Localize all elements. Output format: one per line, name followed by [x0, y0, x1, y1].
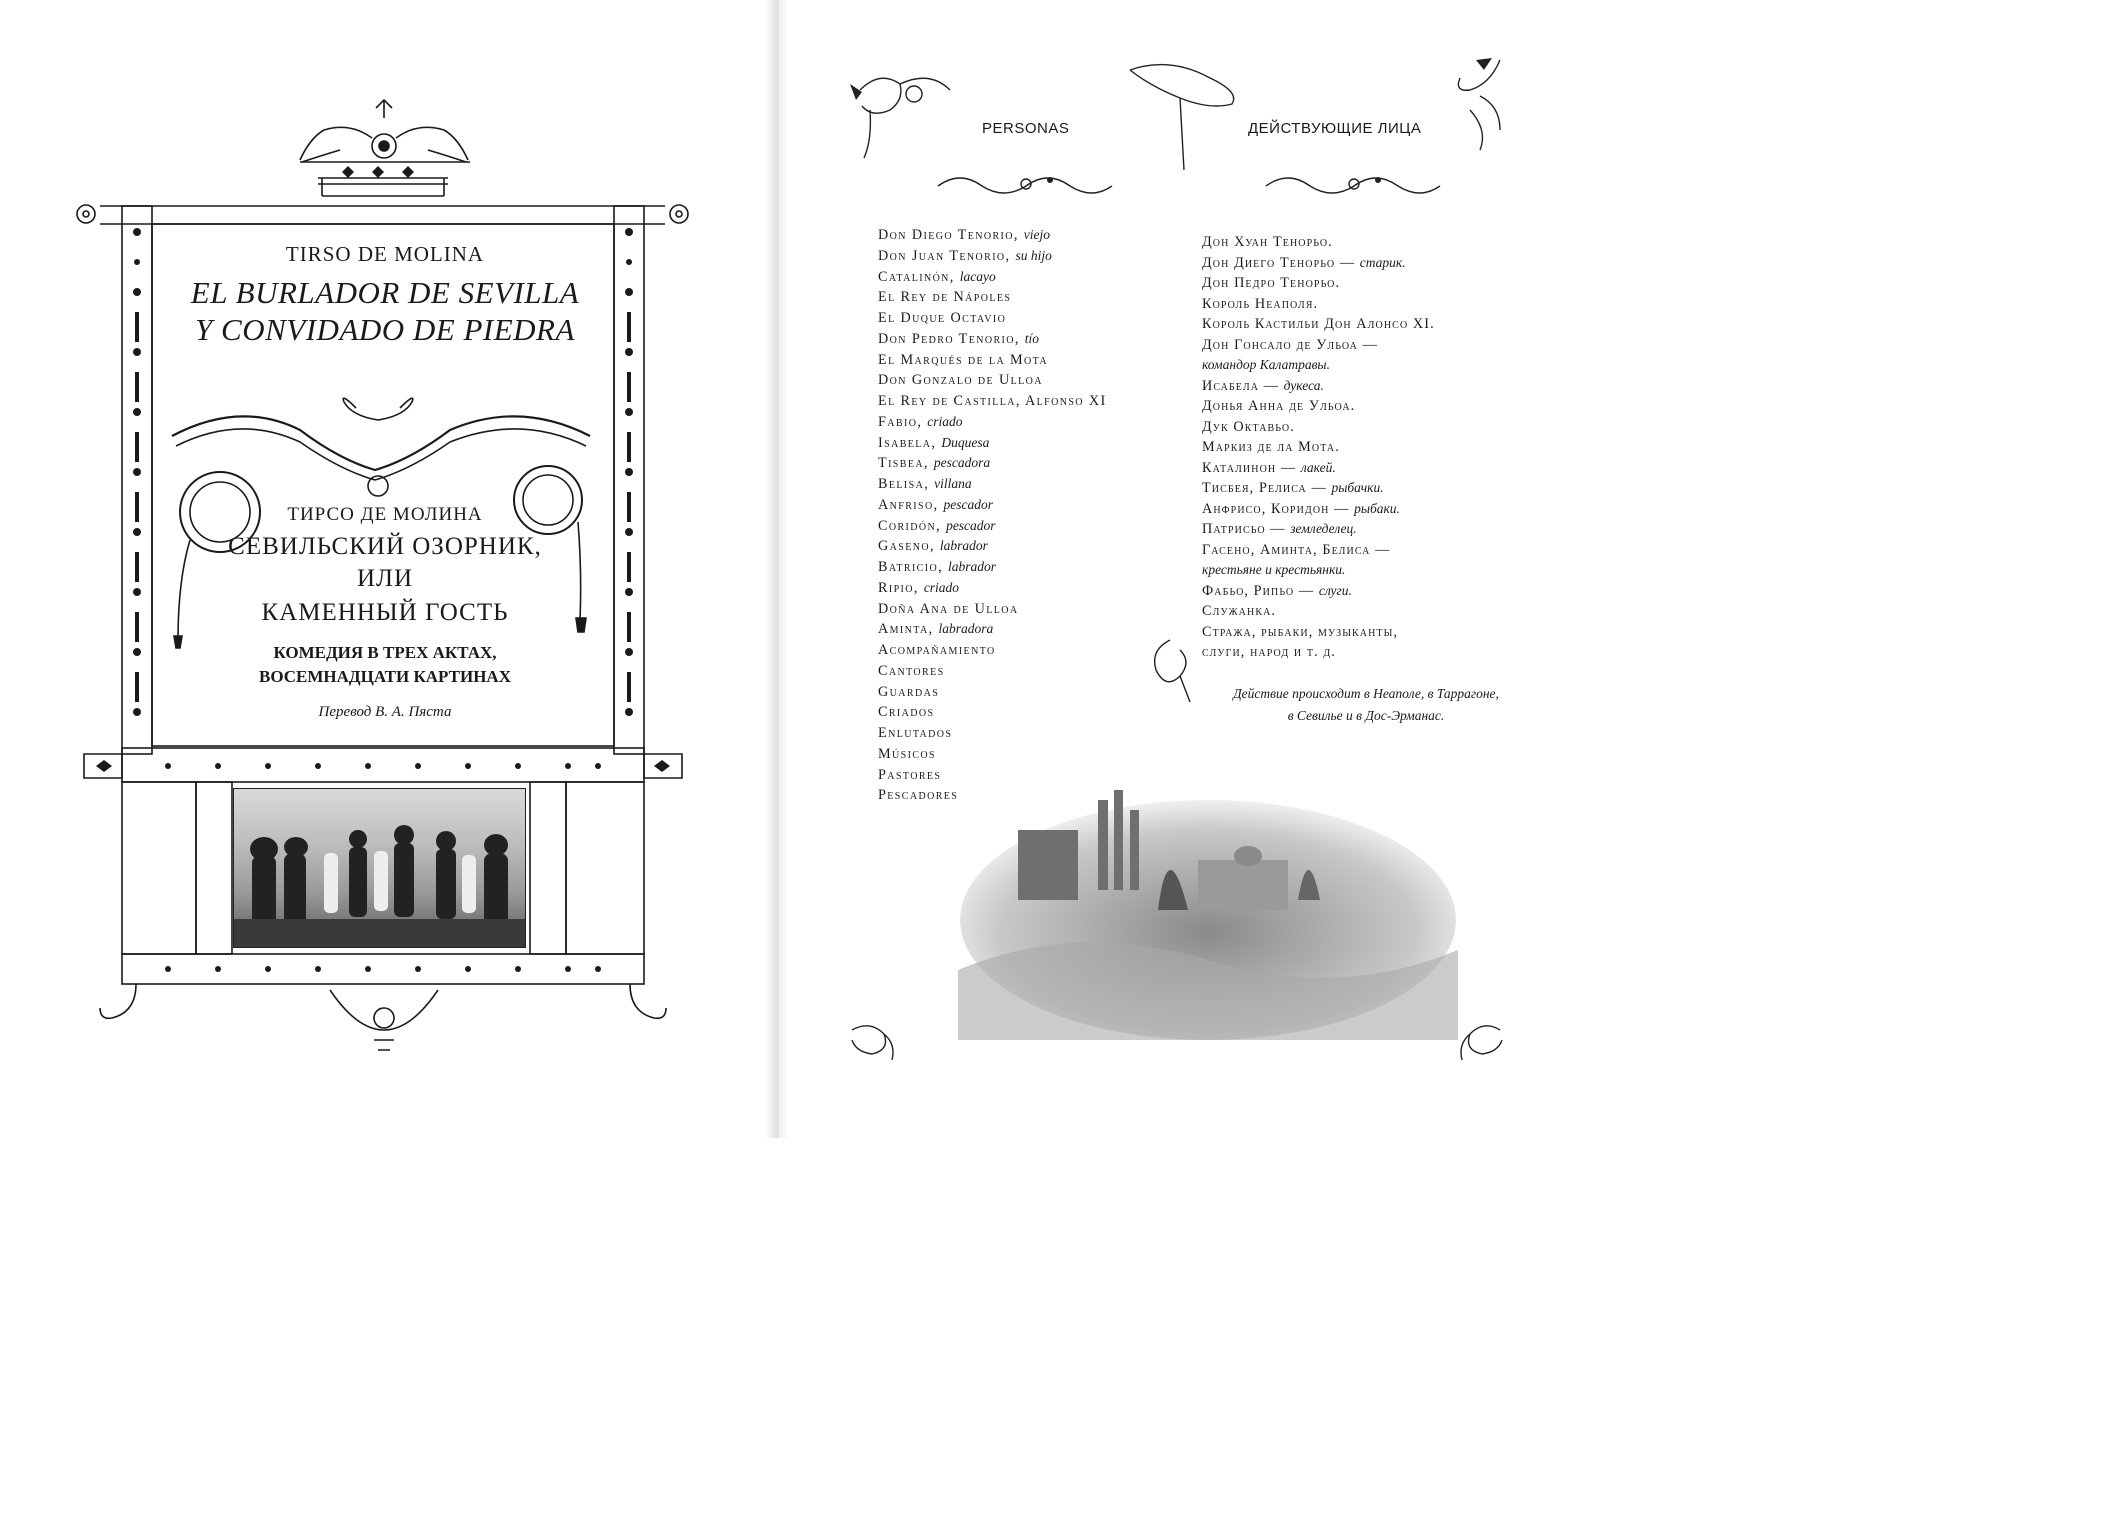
persona-item [878, 287, 1107, 308]
persona-name: Don Gonzalo de Ulloa [878, 372, 1043, 389]
character-name: Донья Анна де Ульоа. [1202, 398, 1356, 414]
character-item [1202, 499, 1435, 520]
character-name: Дук Октавьо. [1202, 418, 1295, 435]
character-item [1202, 396, 1435, 417]
persona-item [878, 578, 1107, 599]
title-latin-line2: Y CONVIDADO DE PIEDRA [195, 312, 575, 347]
character-item [1202, 294, 1435, 315]
character-name: Тисбея, Релиса — [1202, 480, 1327, 496]
character-item [1202, 314, 1435, 335]
character-name: Дон Гонсало де Ульоа — [1202, 336, 1378, 353]
character-role: лакей. [1300, 459, 1336, 475]
character-name: Исабела — [1202, 377, 1279, 394]
character-item [1202, 437, 1435, 458]
genre-line2: ВОСЕМНАДЦАТИ КАРТИНАХ [259, 667, 511, 686]
persona-item [878, 474, 1107, 495]
character-item [1202, 601, 1435, 622]
persona-role: su hijo [1015, 247, 1052, 263]
character-role: дукеса. [1283, 377, 1324, 393]
persona-item [878, 536, 1107, 557]
persona-item [878, 495, 1107, 516]
persona-item [878, 267, 1107, 288]
persona-name: Enlutados [878, 725, 953, 741]
landscape-engraving [958, 770, 1458, 1040]
character-role: слуги. [1318, 582, 1352, 598]
persona-item [878, 599, 1107, 620]
character-item [1202, 335, 1435, 356]
personas-list [878, 225, 1107, 806]
title-russian-line2: ИЛИ [356, 565, 414, 592]
characters-list [1202, 232, 1435, 663]
persona-name: Tisbea, [878, 455, 929, 472]
persona-role: tío [1024, 330, 1040, 346]
persona-name: Don Juan Tenorio, [878, 247, 1011, 264]
genre-line1: КОМЕДИЯ В ТРЕХ АКТАХ, [273, 643, 497, 662]
setting-note-line2: в Севилье и в Дос-Эрманас. [1287, 708, 1445, 723]
title-russian-line1: СЕВИЛЬСКИЙ ОЗОРНИК, [228, 533, 542, 560]
character-name: Анфрисо, Коридон — [1202, 500, 1350, 517]
persona-item [878, 453, 1107, 474]
title-russian-line3: КАМЕННЫЙ ГОСТЬ [261, 599, 509, 626]
persona-role: labradora [938, 621, 994, 637]
translator-credit: Перевод В. А. Пяста [318, 704, 452, 720]
persona-item [878, 640, 1107, 661]
persona-role: villana [934, 476, 972, 491]
character-item [1202, 253, 1435, 274]
author-russian: ТИРСО ДЕ МОЛИНА [287, 504, 483, 525]
persona-item [878, 225, 1107, 246]
character-name: Король Неаполя. [1202, 295, 1319, 312]
character-item [1202, 642, 1435, 663]
title-latin-line1: EL BURLADOR DE SEVILLA [190, 275, 580, 310]
character-item [1202, 519, 1435, 540]
persona-name: Isabela, [878, 434, 937, 451]
persona-name: Coridón, [878, 517, 942, 534]
persona-item [878, 661, 1107, 682]
character-name: Гасено, Аминта, Белиса — [1202, 541, 1391, 558]
persona-item [878, 412, 1107, 433]
persona-role: lacayo [959, 268, 996, 284]
persona-item [878, 744, 1107, 765]
persona-name: El Rey de Nápoles [878, 289, 1012, 306]
persona-name: Cantores [878, 662, 945, 679]
character-name: Маркиз де ла Мота. [1202, 439, 1340, 455]
author-latin: TIRSO DE MOLINA [285, 242, 485, 266]
persona-name: Aminta, [878, 621, 934, 638]
persona-item [878, 702, 1107, 723]
persona-item [878, 350, 1107, 371]
persona-name: Músicos [878, 745, 936, 762]
character-name: Стража, рыбаки, музыканты, [1202, 623, 1399, 640]
persona-name: Gaseno, [878, 538, 935, 555]
character-item [1202, 581, 1435, 602]
persona-name: El Duque Octavio [878, 310, 1007, 326]
persona-name: El Rey de Castilla, Alfonso XI [878, 393, 1107, 409]
persona-name: Guardas [878, 683, 940, 700]
persona-item [878, 723, 1107, 744]
character-item [1202, 540, 1435, 561]
persona-name: Pescadores [878, 787, 959, 804]
persona-role: labrador [948, 559, 997, 574]
persona-name: Criados [878, 704, 935, 721]
character-item [1202, 232, 1435, 253]
character-name: Служанка. [1202, 603, 1277, 619]
character-role: командор Калатравы. [1202, 357, 1330, 372]
persona-role: criado [927, 413, 963, 429]
persona-name: El Marqués de la Mota [878, 351, 1049, 368]
persona-role: pescador [943, 496, 994, 512]
character-name: Король Кастильи Дон Алонсо XI. [1202, 316, 1435, 332]
character-role: крестьяне и крестьянки. [1202, 562, 1346, 577]
persona-name: Acompañamiento [878, 642, 996, 658]
persona-role: criado [923, 579, 960, 595]
personas-heading: PERSONAS [982, 120, 1070, 137]
character-name: Каталинон — [1202, 459, 1297, 476]
persona-item [878, 682, 1107, 703]
character-name: Дон Хуан Тенорьо. [1202, 234, 1333, 250]
character-role: рыбачки. [1331, 480, 1384, 495]
persona-item [878, 619, 1107, 640]
persona-item [878, 391, 1107, 412]
character-item [1202, 458, 1435, 479]
persona-item [878, 433, 1107, 454]
character-item [1202, 417, 1435, 438]
character-name: Фабьо, Рипьо — [1202, 582, 1315, 599]
character-role: рыбаки. [1354, 500, 1400, 516]
persona-role: viejo [1023, 227, 1051, 242]
character-name: Дон Педро Тенорьо. [1202, 275, 1341, 291]
persona-role: pescador [946, 517, 996, 533]
persona-name: Pastores [878, 766, 942, 783]
persona-name: Catalinón, [878, 268, 955, 285]
persona-role: labrador [939, 538, 988, 554]
persona-name: Fabio, [878, 413, 923, 430]
character-role: старик. [1359, 254, 1406, 270]
character-item [1202, 273, 1435, 294]
painting-illustration [233, 788, 526, 948]
persona-name: Don Pedro Tenorio, [878, 330, 1020, 347]
character-item [1202, 622, 1435, 643]
persona-item [878, 329, 1107, 350]
left-page [0, 0, 777, 1138]
persona-role: Duquesa [941, 434, 990, 450]
persona-name: Belisa, [878, 476, 930, 492]
persona-name: Ripio, [878, 579, 919, 596]
characters-heading: ДЕЙСТВУЮЩИЕ ЛИЦА [1248, 120, 1422, 137]
persona-item [878, 516, 1107, 537]
character-role: земледелец. [1290, 521, 1357, 536]
setting-note-line1: Действие происходит в Неаполе, в Таррагоне, [1233, 686, 1499, 701]
persona-item [878, 246, 1107, 267]
persona-name: Doña Ana de Ulloa [878, 600, 1019, 617]
character-item [1202, 355, 1435, 376]
character-item [1202, 560, 1435, 581]
character-name: Патрисьо — [1202, 521, 1286, 537]
character-name: слуги, народ и т. д. [1202, 644, 1336, 660]
character-item [1202, 376, 1435, 397]
character-item [1202, 478, 1435, 499]
persona-name: Batricio, [878, 559, 944, 575]
persona-role: pescadora [933, 455, 991, 471]
persona-name: Anfriso, [878, 496, 939, 513]
persona-name: Don Diego Tenorio, [878, 227, 1019, 243]
persona-item [878, 370, 1107, 391]
persona-item [878, 308, 1107, 329]
character-name: Дон Диего Тенорьо — [1202, 254, 1356, 271]
persona-item [878, 557, 1107, 578]
